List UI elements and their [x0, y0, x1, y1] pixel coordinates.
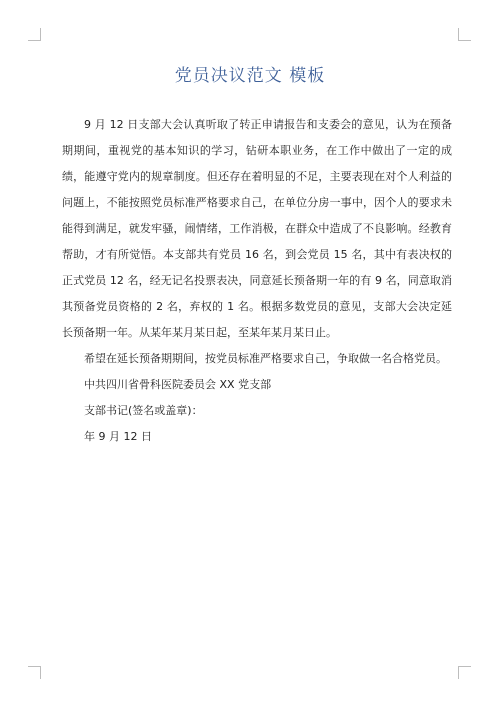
crop-mark-top-right [458, 28, 471, 41]
crop-mark-bottom-left [28, 666, 41, 679]
signature-line: 支部书记(签名或盖章)： [84, 404, 203, 417]
document-body [62, 112, 452, 450]
resolution-paragraph: 9 月 12 日支部大会认真听取了转正申请报告和支委会的意见，认为在预备期期间，重视党的基本知识的学习，钻研本职业务，在工作中做出了一定的成绩，能遵守党内的规章制度。但还存在着明显的不足，主要表现在对个人利益的问题上，不能按照党员标准严格要求自己，在单位分房一事中，因个人的要求未能得到满足，就发牢骚，闹情绪，工作消极，在群众中造成了不良影响。经教育帮助，才有所觉悟。本支部共有党员 16 名，到会党员 15 名，其中有表决权的正式党员 12 名，经无记名投票表决，同意延长预备期一年的有 9 名，同意取消其预备党员资格的 2 名，弃权的 1 名。根据多数党员的意见，支部大会决定延长预备期一年。从某年某月某日起，至某年某月某日止。 [62, 118, 452, 339]
crop-mark-bottom-right [458, 666, 471, 679]
document-title: 党员决议范文 模板 [174, 66, 326, 86]
organization-name: 中共四川省骨科医院委员会 XX 党支部 [84, 378, 272, 391]
crop-mark-top-left [28, 28, 41, 41]
date-line: 年 9 月 12 日 [84, 430, 152, 443]
expectation-paragraph: 希望在延长预备期期间，按党员标准严格要求自己，争取做一名合格党员。 [84, 352, 447, 365]
